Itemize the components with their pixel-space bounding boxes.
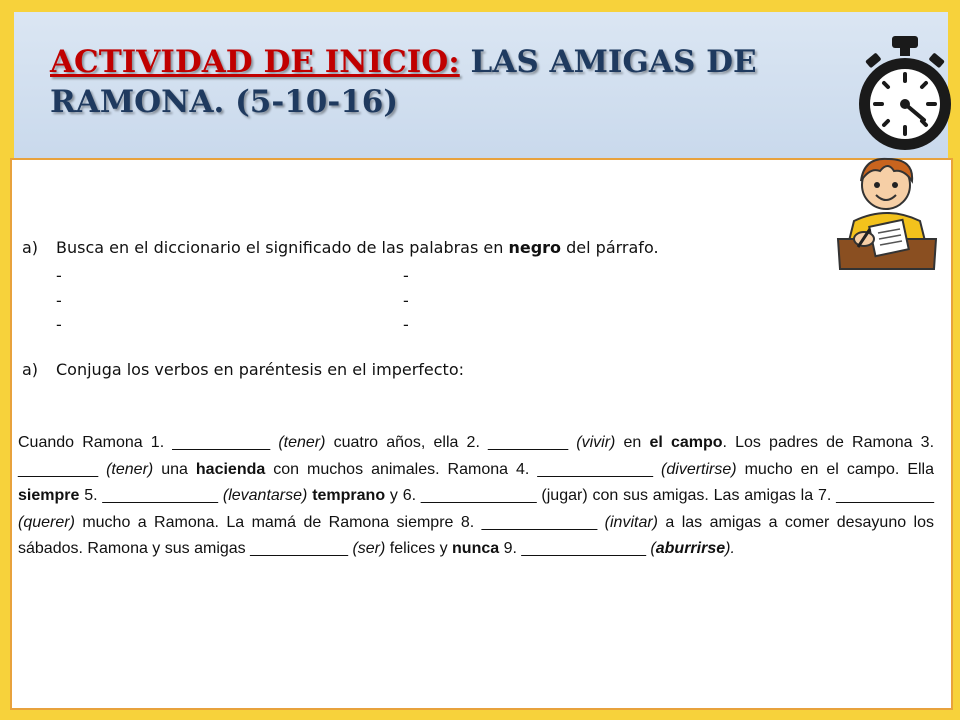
- slide-title: [50, 42, 810, 122]
- title-rest: LAS AMIGAS DE RAMONA. (5-10-16): [50, 44, 757, 120]
- question-text-pre: Busca en el diccionario el significado de las palabras en: [56, 238, 509, 257]
- story-verb-hint: (tener): [278, 434, 326, 451]
- story-verb-hint: (invitar): [604, 513, 659, 531]
- story-verb-hint: [656, 540, 725, 557]
- title-lead: ACTIVIDAD DE INICIO:: [50, 44, 460, 80]
- story-text: cuatro años, ella 2. _________: [325, 434, 577, 451]
- vocab-dash-left-2: -: [56, 291, 62, 310]
- story-verb-hint: (ser): [352, 540, 386, 557]
- story-bold-word: siempre: [18, 487, 80, 504]
- title-banner: [14, 12, 948, 160]
- vocab-dash-left-3: -: [56, 315, 62, 334]
- story-text: felices y: [385, 540, 453, 557]
- story-text: mucho a Ramona. La mamá de Ramona siempre 8. _____________: [74, 513, 605, 531]
- story-text: con muchos animales. Ramona 4. _____________: [265, 460, 662, 478]
- question-a-conjugate: [22, 360, 464, 379]
- story-verb-hint: (vivir): [576, 434, 616, 451]
- story-verb-hint: (divertirse): [661, 460, 737, 478]
- vocab-dash-right-3: -: [403, 315, 409, 334]
- story-text: . Los padres de Ramona 3. _________: [18, 434, 935, 478]
- story-text: 9. ______________: [499, 540, 651, 557]
- story-text: a las amigas a comer desayuno los sábados. Ramona y sus amigas ___________: [18, 513, 934, 557]
- question-a-dictionary: [22, 238, 659, 257]
- story-paragraph: [18, 430, 934, 563]
- story-bold-word: nunca: [452, 540, 500, 557]
- question-number: a): [22, 238, 39, 257]
- story-verb-hint: (levantarse): [222, 487, 308, 504]
- story-verb-hint: (tener): [106, 460, 154, 478]
- story-verb-hint: (: [650, 540, 656, 557]
- story-bold-word: temprano: [312, 487, 386, 504]
- story-text: una: [153, 460, 196, 478]
- story-verb-hint: ).: [725, 540, 735, 557]
- question-bold-word: negro: [508, 238, 562, 257]
- question-text: Conjuga los verbos en paréntesis en el imperfecto:: [56, 360, 464, 379]
- vocab-dash-right-2: -: [403, 291, 409, 310]
- stopwatch-icon: [852, 34, 958, 156]
- story-text: y 6. _____________ (jugar) con sus amigas. Las amigas la 7. ___________: [385, 487, 935, 504]
- vocab-dash-left-1: -: [56, 266, 62, 285]
- story-bold-word: hacienda: [195, 460, 266, 478]
- story-text: 5. _____________: [79, 487, 223, 504]
- story-text: Cuando Ramona 1. ___________: [18, 434, 279, 451]
- story-text: en: [615, 434, 650, 451]
- story-verb-hint: (querer): [18, 513, 75, 531]
- question-number: a): [22, 360, 39, 379]
- story-text: mucho en el campo. Ella: [736, 460, 934, 478]
- student-writing-icon: [834, 155, 940, 271]
- vocab-dash-right-1: -: [403, 266, 409, 285]
- story-bold-word: aburrirse: [655, 540, 726, 557]
- story-bold-word: el campo: [649, 434, 723, 451]
- question-text-post: del párrafo.: [561, 238, 659, 257]
